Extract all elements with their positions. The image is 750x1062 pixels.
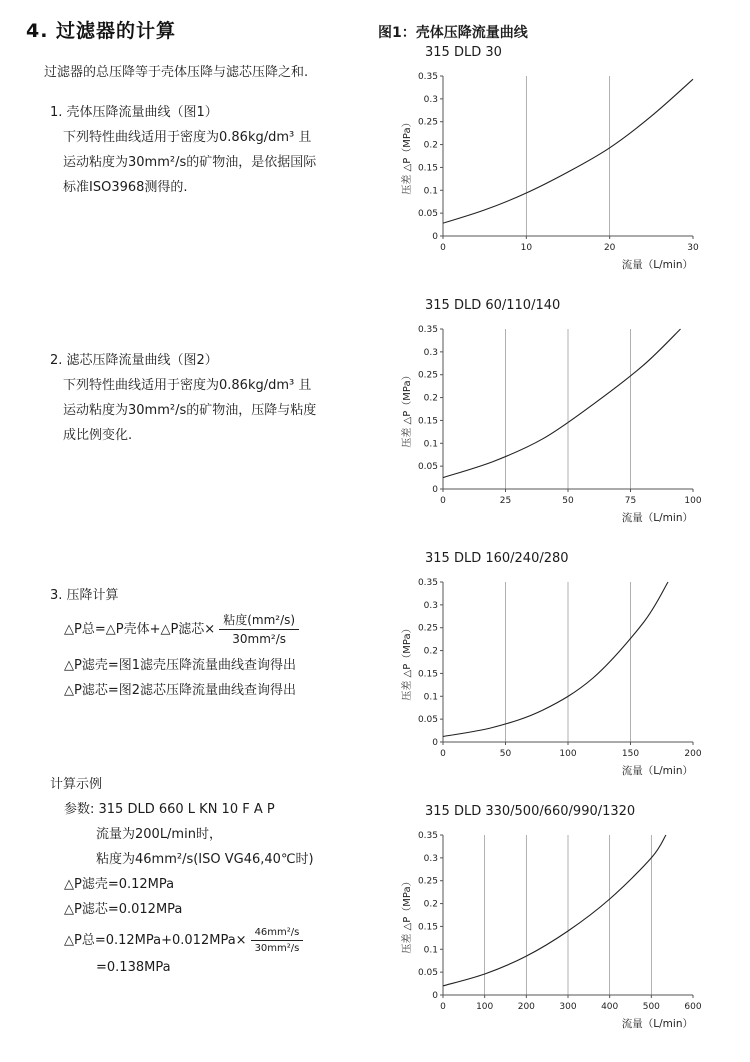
svg-text:10: 10 xyxy=(520,243,533,253)
example-heading: 计算示例 xyxy=(50,777,103,792)
svg-text:0.25: 0.25 xyxy=(417,370,438,381)
svg-text:0.25: 0.25 xyxy=(417,117,438,128)
pressure-flow-chart-315-dld-330-1320 xyxy=(398,823,728,1041)
svg-text:0: 0 xyxy=(432,232,438,242)
example-parameters: 参数: 315 DLD 660 L KN 10 F A P xyxy=(64,802,275,817)
svg-text:25: 25 xyxy=(499,496,512,506)
svg-text:0: 0 xyxy=(432,485,438,495)
section1-heading: 1. 壳体压降流量曲线（图1） xyxy=(50,105,218,120)
section-pressure-calc xyxy=(50,583,390,703)
svg-text:0.2: 0.2 xyxy=(423,393,438,404)
calculation-example xyxy=(50,772,390,980)
svg-text:0.35: 0.35 xyxy=(417,831,438,841)
formula-note: △P滤芯=图2滤芯压降流量曲线查询得出 xyxy=(64,683,297,698)
formula-numerator: 粘度(mm²/s) xyxy=(219,612,299,630)
example-housing-drop: △P滤壳=0.12MPa xyxy=(64,877,175,892)
svg-text:0.2: 0.2 xyxy=(423,140,438,151)
svg-text:0.15: 0.15 xyxy=(417,416,438,427)
formula-denominator: 30mm²/s xyxy=(232,632,287,646)
example-total-numerator: 46mm²/s xyxy=(251,926,304,941)
svg-text:0: 0 xyxy=(440,1002,446,1012)
section2-line: 成比例变化. xyxy=(63,428,133,443)
page-title: 4. 过滤器的计算 xyxy=(26,20,177,42)
section2-line: 运动粘度为30mm²/s的矿物油，压降与粘度 xyxy=(63,403,317,418)
example-viscosity: 粘度为46mm²/s(ISO VG46,40℃时) xyxy=(96,852,314,867)
svg-text:0.2: 0.2 xyxy=(423,899,438,910)
chart-title: 315 DLD 30 xyxy=(425,45,502,60)
svg-text:0.1: 0.1 xyxy=(423,186,438,197)
svg-text:200: 200 xyxy=(517,1002,535,1012)
chart-title: 315 DLD 160/240/280 xyxy=(425,551,569,566)
svg-text:0.15: 0.15 xyxy=(417,669,438,680)
svg-text:0: 0 xyxy=(440,749,446,759)
svg-text:0: 0 xyxy=(432,738,438,748)
formula-fraction xyxy=(219,612,299,647)
svg-text:100: 100 xyxy=(476,1002,494,1012)
section1-line: 标准ISO3968测得的. xyxy=(63,180,188,195)
example-total-denominator: 30mm²/s xyxy=(254,943,300,954)
svg-text:0.25: 0.25 xyxy=(417,623,438,634)
section2-line: 下列特性曲线适用于密度为0.86kg/dm³ 且 xyxy=(63,378,312,393)
example-flow: 流量为200L/min时， xyxy=(96,827,222,842)
svg-text:0.05: 0.05 xyxy=(417,462,438,473)
chart-block-315-dld-160-240-280 xyxy=(398,551,728,788)
svg-text:0.3: 0.3 xyxy=(423,94,438,105)
svg-text:0.15: 0.15 xyxy=(417,922,438,933)
formula-prefix: △P总=△P壳体+△P滤芯× xyxy=(64,621,216,637)
svg-text:0.05: 0.05 xyxy=(417,715,438,726)
section-element-curve xyxy=(50,348,380,448)
section1-line: 下列特性曲线适用于密度为0.86kg/dm³ 且 xyxy=(63,130,312,145)
svg-text:0.05: 0.05 xyxy=(417,968,438,979)
svg-text:0.2: 0.2 xyxy=(423,646,438,657)
formula-note: △P滤壳=图1滤壳压降流量曲线查询得出 xyxy=(64,658,297,673)
chart-block-315-dld-330-1320 xyxy=(398,804,728,1041)
section2-heading: 2. 滤芯压降流量曲线（图2） xyxy=(50,353,218,368)
svg-text:400: 400 xyxy=(601,1002,619,1012)
svg-text:流量（L/min）: 流量（L/min） xyxy=(621,765,693,777)
svg-text:0.35: 0.35 xyxy=(417,72,438,82)
svg-text:50: 50 xyxy=(499,749,512,759)
svg-text:0: 0 xyxy=(432,991,438,1001)
svg-text:30: 30 xyxy=(687,243,699,253)
pressure-drop-formula xyxy=(64,612,390,647)
pressure-flow-chart-315-dld-60-110-140 xyxy=(398,317,728,535)
pressure-flow-chart-315-dld-30 xyxy=(398,64,728,282)
svg-text:0.35: 0.35 xyxy=(417,325,438,335)
chart-title: 315 DLD 60/110/140 xyxy=(425,298,561,313)
chart-block-315-dld-30 xyxy=(398,45,728,282)
svg-text:200: 200 xyxy=(684,749,702,759)
svg-text:流量（L/min）: 流量（L/min） xyxy=(621,1018,693,1030)
chart-block-315-dld-60-110-140 xyxy=(398,298,728,535)
svg-text:0.3: 0.3 xyxy=(423,853,438,864)
svg-text:压差 △P（MPa）: 压差 △P（MPa） xyxy=(402,117,413,195)
svg-text:0.35: 0.35 xyxy=(417,578,438,588)
svg-text:0.1: 0.1 xyxy=(423,692,438,703)
chart-title: 315 DLD 330/500/660/990/1320 xyxy=(425,804,636,819)
svg-text:0.3: 0.3 xyxy=(423,347,438,358)
svg-text:0.3: 0.3 xyxy=(423,600,438,611)
section-housing-curve xyxy=(50,100,380,200)
svg-text:100: 100 xyxy=(559,749,577,759)
example-element-drop: △P滤芯=0.012MPa xyxy=(64,902,183,917)
example-total-formula xyxy=(64,926,390,955)
example-total-prefix: △P总=0.12MPa+0.012MPa× xyxy=(64,932,247,948)
svg-text:流量（L/min）: 流量（L/min） xyxy=(621,259,693,271)
svg-text:50: 50 xyxy=(562,496,574,506)
svg-text:流量（L/min）: 流量（L/min） xyxy=(621,512,693,524)
svg-text:0: 0 xyxy=(440,243,446,253)
example-total-result: =0.138MPa xyxy=(96,960,171,975)
svg-text:300: 300 xyxy=(559,1002,577,1012)
example-total-fraction xyxy=(251,926,304,955)
svg-text:600: 600 xyxy=(684,1002,702,1012)
figure-header: 图1：壳体压降流量曲线 xyxy=(378,25,528,41)
svg-text:压差 △P（MPa）: 压差 △P（MPa） xyxy=(402,876,413,954)
svg-text:压差 △P（MPa）: 压差 △P（MPa） xyxy=(402,623,413,701)
section1-line: 运动粘度为30mm²/s的矿物油，是依据国际 xyxy=(63,155,317,170)
svg-text:500: 500 xyxy=(642,1002,660,1012)
svg-text:0.25: 0.25 xyxy=(417,876,438,887)
svg-text:150: 150 xyxy=(621,749,640,759)
svg-text:0.15: 0.15 xyxy=(417,163,438,174)
svg-text:20: 20 xyxy=(603,243,616,253)
svg-text:0: 0 xyxy=(440,496,446,506)
intro-text: 过滤器的总压降等于壳体压降与滤芯压降之和. xyxy=(44,65,309,80)
svg-text:0.1: 0.1 xyxy=(423,439,438,450)
svg-text:100: 100 xyxy=(684,496,702,506)
svg-text:75: 75 xyxy=(624,496,637,506)
svg-text:0.05: 0.05 xyxy=(417,209,438,220)
svg-text:0.1: 0.1 xyxy=(423,945,438,956)
svg-text:压差 △P（MPa）: 压差 △P（MPa） xyxy=(402,370,413,448)
section3-heading: 3. 压降计算 xyxy=(50,588,119,603)
pressure-flow-chart-315-dld-160-240-280 xyxy=(398,570,728,788)
